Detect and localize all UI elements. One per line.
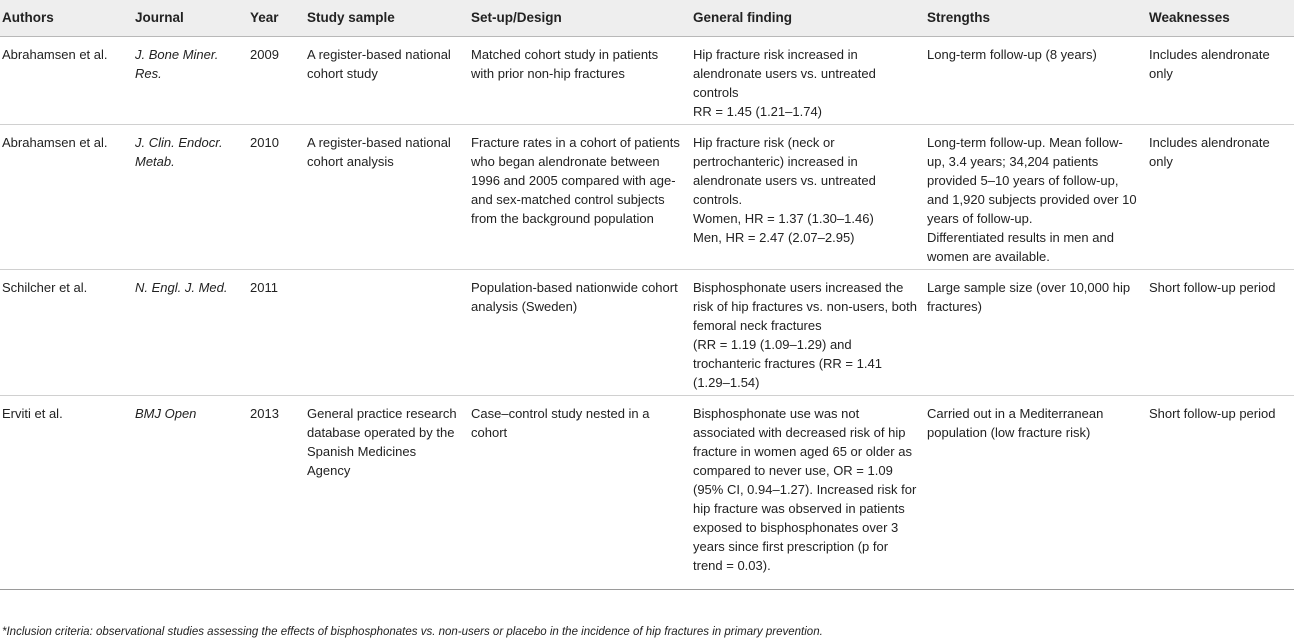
header-weaknesses: Weaknesses bbox=[1147, 0, 1294, 37]
cell-authors: Abrahamsen et al. bbox=[0, 125, 133, 270]
cell-weaknesses: Includes alendronate only bbox=[1147, 37, 1294, 125]
cell-weaknesses: Short follow-up period bbox=[1147, 270, 1294, 396]
cell-finding bbox=[691, 125, 925, 270]
finding-line: (RR = 1.19 (1.09–1.29) and trochanteric fractures (RR = 1.41 (1.29–1.54) bbox=[693, 337, 882, 390]
cell-study-sample: General practice research database operated by the Spanish Medicines Agency bbox=[305, 396, 469, 590]
finding-line: Men, HR = 2.47 (2.07–2.95) bbox=[693, 230, 855, 245]
cell-journal: BMJ Open bbox=[133, 396, 248, 590]
strength-line: Long-term follow-up (8 years) bbox=[927, 47, 1097, 62]
cell-finding bbox=[691, 396, 925, 590]
cell-year: 2013 bbox=[248, 396, 305, 590]
cell-year: 2009 bbox=[248, 37, 305, 125]
strength-line: Long-term follow-up. Mean follow-up, 3.4 years; 34,204 patients provided 5–10 years of follow-up, and 1,920 subjects provided over 10 years of follow-up. bbox=[927, 135, 1137, 226]
cell-finding bbox=[691, 270, 925, 396]
finding-line: Hip fracture risk (neck or pertrochanteric) increased in alendronate users vs. untreated controls. bbox=[693, 135, 876, 207]
cell-strengths bbox=[925, 37, 1147, 125]
header-strengths: Strengths bbox=[925, 0, 1147, 37]
finding-line: Bisphosphonate use was not associated with decreased risk of hip fracture in women aged 65 or older as compared to never use, OR = 1.09 (95% CI, 0.94–1.27). Increased risk for hip fracture was observed in patients exposed to bisphosphonates over 3 years since first prescription (p for trend = 0.03). bbox=[693, 406, 917, 573]
cell-strengths bbox=[925, 125, 1147, 270]
cell-design: Case–control study nested in a cohort bbox=[469, 396, 691, 590]
table-footnote: *Inclusion criteria: observational studies assessing the effects of bisphosphonates vs. non-users or placebo in the incidence of hip fractures in primary prevention. bbox=[2, 626, 823, 638]
cell-year: 2010 bbox=[248, 125, 305, 270]
header-year: Year bbox=[248, 0, 305, 37]
header-study-sample: Study sample bbox=[305, 0, 469, 37]
finding-line: Women, HR = 1.37 (1.30–1.46) bbox=[693, 211, 874, 226]
finding-line: Hip fracture risk increased in alendronate users vs. untreated controls bbox=[693, 47, 876, 100]
cell-study-sample: A register-based national cohort study bbox=[305, 37, 469, 125]
strength-line: Differentiated results in men and women are available. bbox=[927, 230, 1114, 264]
cell-design: Population-based nationwide cohort analysis (Sweden) bbox=[469, 270, 691, 396]
finding-line: Bisphosphonate users increased the risk of hip fractures vs. non-users, both femoral neck fractures bbox=[693, 280, 917, 333]
strength-line: Large sample size (over 10,000 hip fractures) bbox=[927, 280, 1131, 314]
cell-authors: Abrahamsen et al. bbox=[0, 37, 133, 125]
header-design: Set-up/Design bbox=[469, 0, 691, 37]
finding-line: RR = 1.45 (1.21–1.74) bbox=[693, 104, 822, 119]
cell-finding bbox=[691, 37, 925, 125]
cell-journal: J. Bone Miner. Res. bbox=[133, 37, 248, 125]
cell-strengths bbox=[925, 270, 1147, 396]
strength-line: Carried out in a Mediterranean population (low fracture risk) bbox=[927, 406, 1104, 440]
cell-journal: N. Engl. J. Med. bbox=[133, 270, 248, 396]
header-finding: General finding bbox=[691, 0, 925, 37]
header-authors: Authors bbox=[0, 0, 133, 37]
cell-study-sample: A register-based national cohort analysis bbox=[305, 125, 469, 270]
cell-authors: Schilcher et al. bbox=[0, 270, 133, 396]
cell-weaknesses: Short follow-up period bbox=[1147, 396, 1294, 590]
table-row bbox=[0, 37, 1294, 125]
table-row bbox=[0, 396, 1294, 590]
cell-year: 2011 bbox=[248, 270, 305, 396]
table-row bbox=[0, 125, 1294, 270]
cell-strengths bbox=[925, 396, 1147, 590]
table-row bbox=[0, 270, 1294, 396]
header-row bbox=[0, 0, 1294, 37]
cell-design: Matched cohort study in patients with prior non-hip fractures bbox=[469, 37, 691, 125]
header-journal: Journal bbox=[133, 0, 248, 37]
cell-design: Fracture rates in a cohort of patients who began alendronate between 1996 and 2005 compared with age- and sex-matched control subjects from the background population bbox=[469, 125, 691, 270]
cell-study-sample bbox=[305, 270, 469, 396]
cell-weaknesses: Includes alendronate only bbox=[1147, 125, 1294, 270]
cell-journal: J. Clin. Endocr. Metab. bbox=[133, 125, 248, 270]
cell-authors: Erviti et al. bbox=[0, 396, 133, 590]
